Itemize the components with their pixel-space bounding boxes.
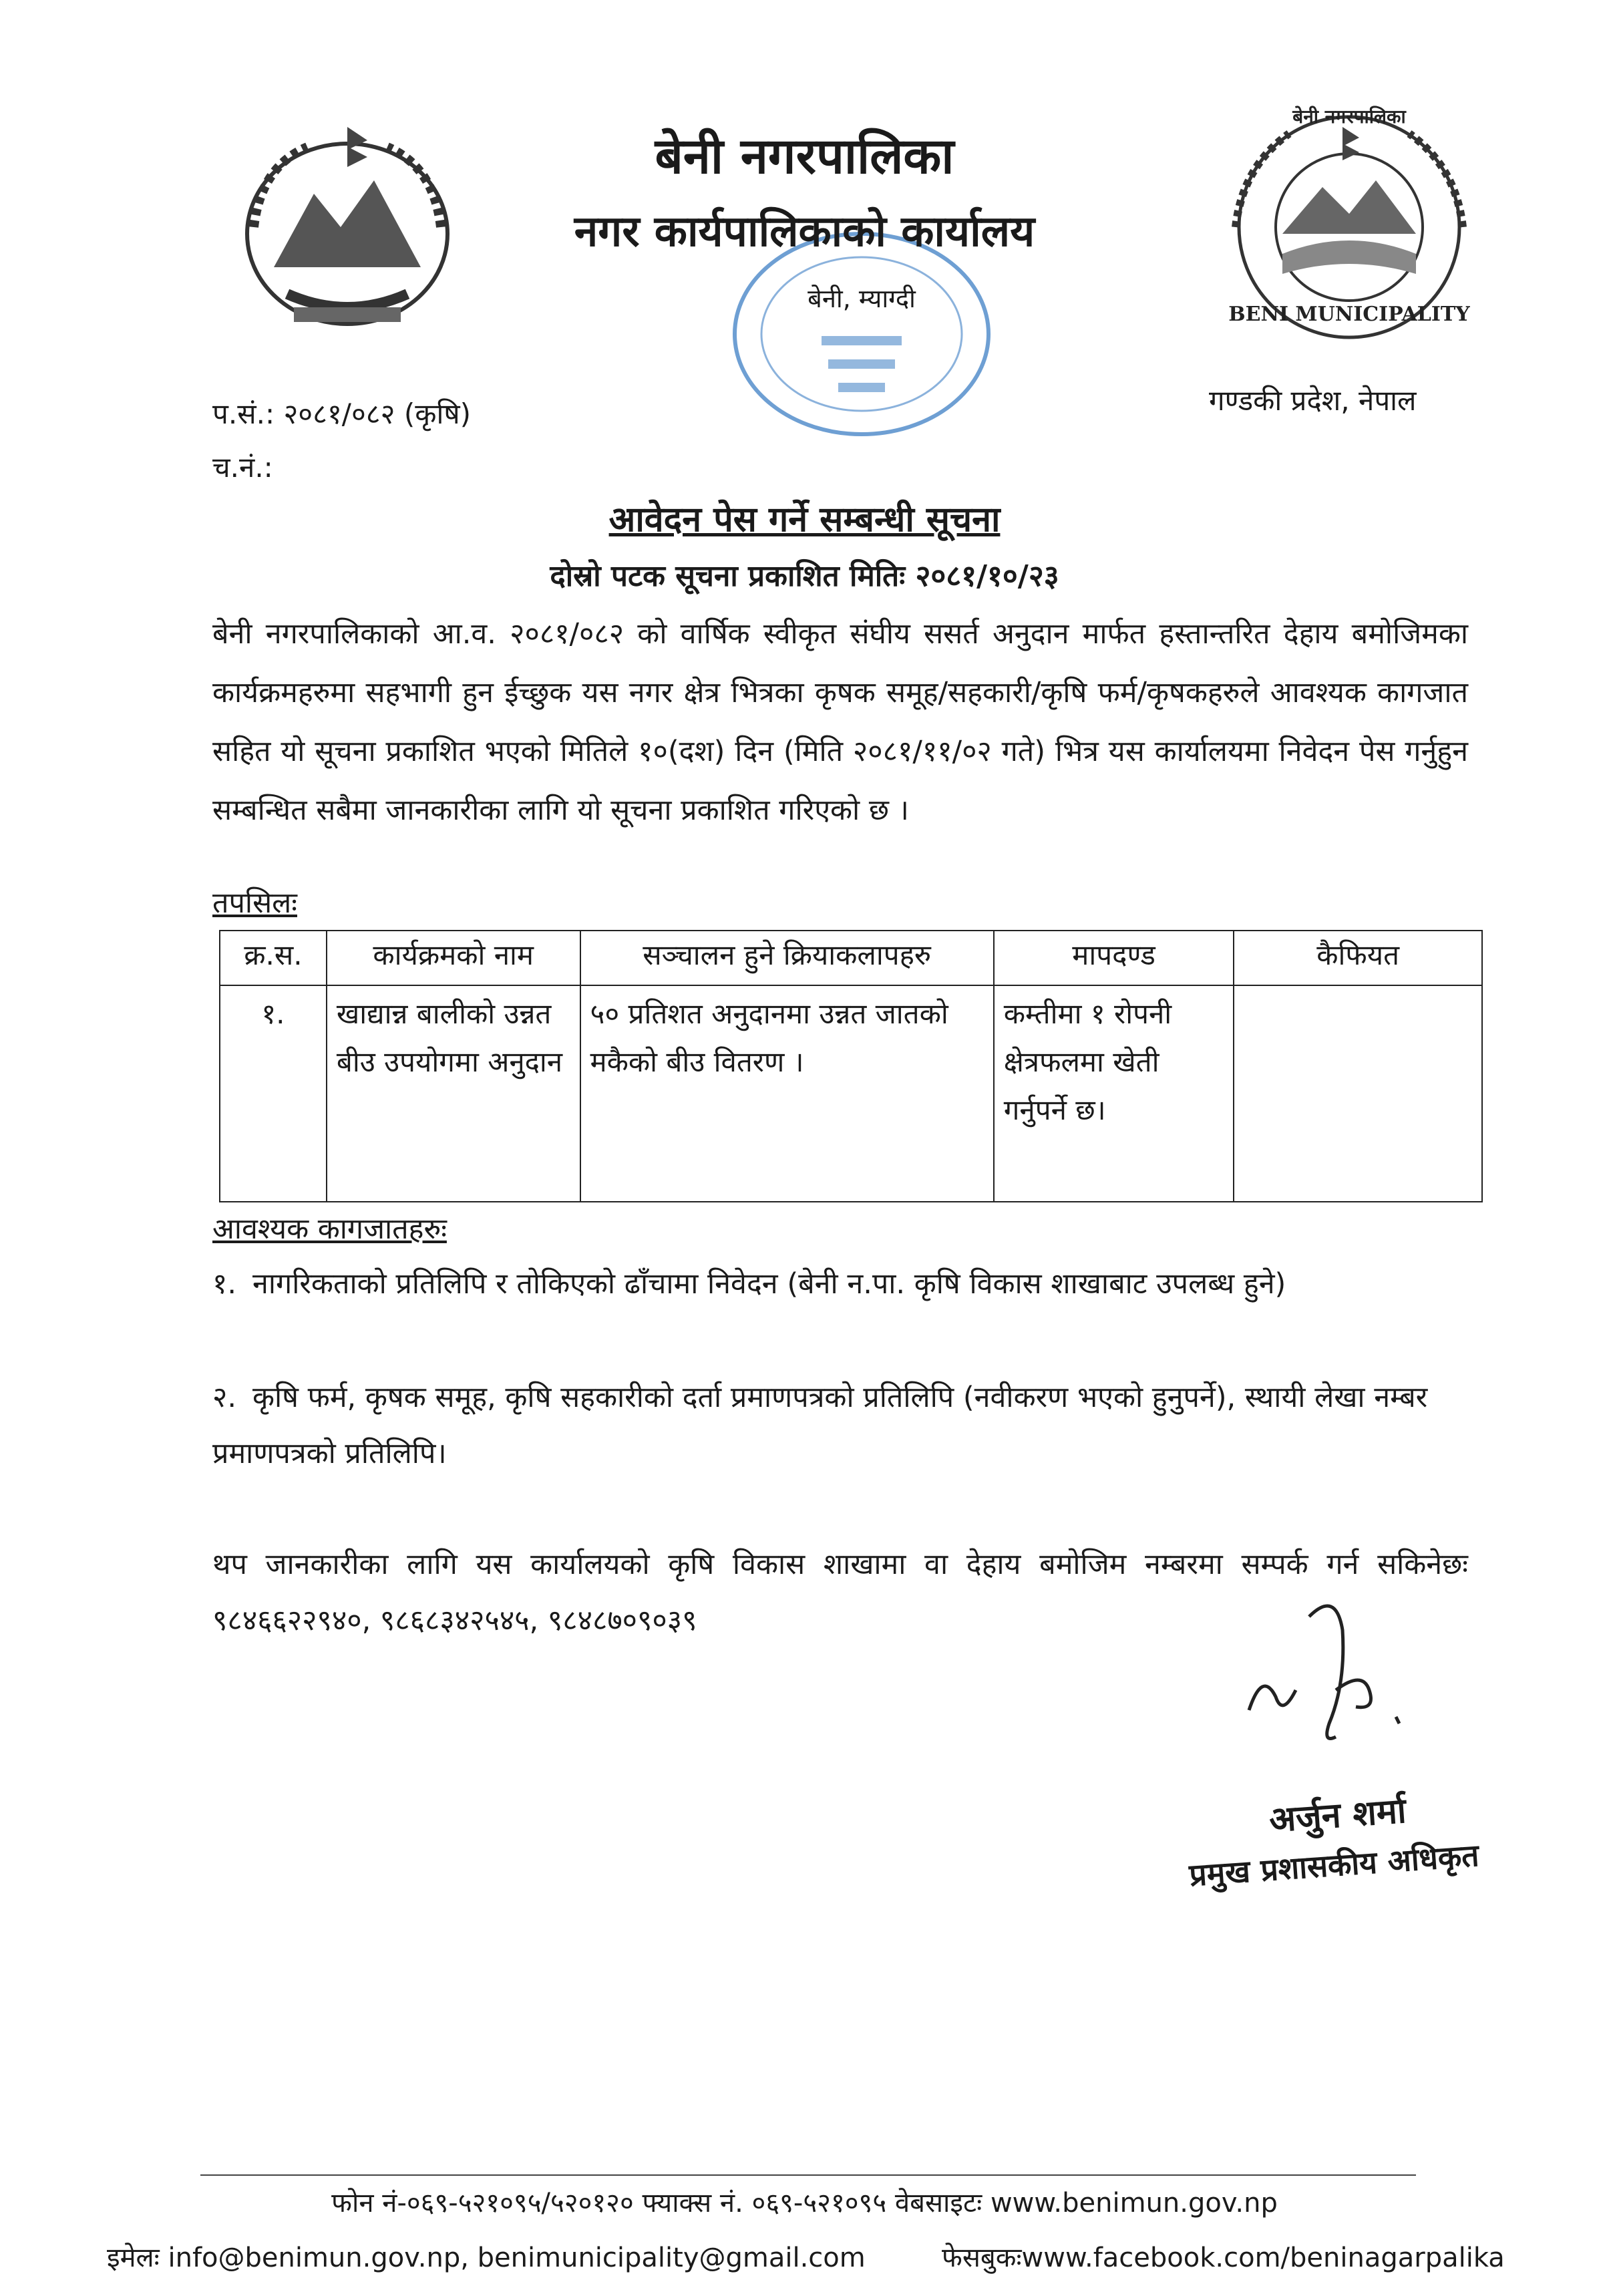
chalani-number: च.नं.: <box>212 451 273 484</box>
list-item-number: २. <box>212 1381 237 1414</box>
notice-body: बेनी नगरपालिकाको आ.व. २०८१/०८२ को वार्षिक स्वीकृत संघीय ससर्त अनुदान मार्फत हस्तान्तरित देहाय बमोजिमका कार्यक्रमहरुमा सहभागी हुन ईच्छुक यस नगर क्षेत्र भित्रका कृषक समूह/सहकारी/कृषि फर्म/कृषकहरुले आवश्यक कागजात सहित यो सूचना प्रकाशित भएको मितिले १०(दश) दिन (मिति २०८१/११/०२ गते) भित्र यस कार्यालयमा निवेदन पेस गर्नुहुन सम्बन्धित सबैमा जानकारीका लागि यो सूचना प्रकाशित गरिएको छ । <box>212 617 1468 827</box>
org-name: बेनी नगरपालिका <box>655 128 954 185</box>
cell-program-name: खाद्यान्न बालीको उन्नत बीउ उपयोगमा अनुदान <box>327 985 580 1202</box>
contact-info: थप जानकारीका लागि यस कार्यालयको कृषि विकास शाखामा वा देहाय बमोजिम नम्बरमा सम्पर्क गर्न सकिनेछः ९८४६६२२९४०, ९८६८३४२५४५, ९८४८७०९०३९ <box>212 1548 1468 1637</box>
logo-top-text: बेनी नगरपालिका <box>1292 106 1406 128</box>
list-item-text: कृषि फर्म, कृषक समूह, कृषि सहकारीको दर्ता प्रमाणपत्रको प्रतिलिपि (नवीकरण भएको हुनुपर्ने), स्थायी लेखा नम्बर प्रमाणपत्रको प्रतिलिपि। <box>212 1381 1428 1470</box>
second-publication-date: दोस्रो पटक सूचना प्रकाशित मितिः २०८१/१०/२३ <box>550 559 1059 593</box>
cell-criteria: कम्तीमा १ रोपनी क्षेत्रफलमा खेती गर्नुपर्ने छ। <box>994 985 1234 1202</box>
program-table <box>219 930 1483 1202</box>
header-serial: क्र.स. <box>220 931 327 985</box>
table-row <box>220 985 1482 1202</box>
footer-divider <box>200 2174 1416 2176</box>
list-item <box>212 1256 1468 1312</box>
signature-icon <box>1236 1590 1463 1750</box>
details-label: तपसिलः <box>212 886 297 920</box>
header-activities: सञ्चालन हुने क्रियाकलापहरु <box>580 931 994 985</box>
footer-facebook: फेसबुकःwww.facebook.com/beninagarpalika <box>942 2243 1505 2273</box>
header-program-name: कार्यक्रमको नाम <box>327 931 580 985</box>
list-item <box>212 1369 1468 1482</box>
signer-title: प्रमुख प्रशासकीय अधिकृत <box>1188 1836 1481 1894</box>
footer-email: इमेलः info@benimun.gov.np, benimunicipality@gmail.com <box>107 2243 866 2273</box>
footer-phone-web: फोन नं-०६९-५२१०९५/५२०१२० फ्याक्स नं. ०६९-५२१०९५ वेबसाइटः www.benimun.gov.np <box>331 2188 1278 2219</box>
list-item-text: नागरिकताको प्रतिलिपि र तोकिएको ढाँचामा निवेदन (बेनी न.पा. कृषि विकास शाखाबाट उपलब्ध हुने) <box>252 1267 1286 1301</box>
header-remarks: कैफियत <box>1234 931 1482 985</box>
logo-caption: BENI MUNICIPALITY <box>1228 303 1470 326</box>
signer-name: अर्जुन शर्मा <box>1268 1790 1408 1841</box>
notice-title: आवेदन पेस गर्ने सम्बन्धी सूचना <box>608 500 1001 540</box>
cell-serial: १. <box>220 985 327 1202</box>
table-header-row <box>220 931 1482 985</box>
header-criteria: मापदण्ड <box>994 931 1234 985</box>
cell-remarks <box>1234 985 1482 1202</box>
office-name: नगर कार्यपालिकाको कार्यालय <box>574 207 1035 257</box>
office-location: बेनी, म्याग्दी <box>808 284 916 313</box>
list-item-number: १. <box>212 1267 237 1301</box>
cell-activities: ५० प्रतिशत अनुदानमा उन्नत जातको मकैको बीउ वितरण । <box>580 985 994 1202</box>
province-label: गण्डकी प्रदेश, नेपाल <box>1209 384 1417 417</box>
documents-heading: आवश्यक कागजातहरुः <box>212 1212 447 1246</box>
reference-number: प.सं.: २०८१/०८२ (कृषि) <box>212 397 472 430</box>
